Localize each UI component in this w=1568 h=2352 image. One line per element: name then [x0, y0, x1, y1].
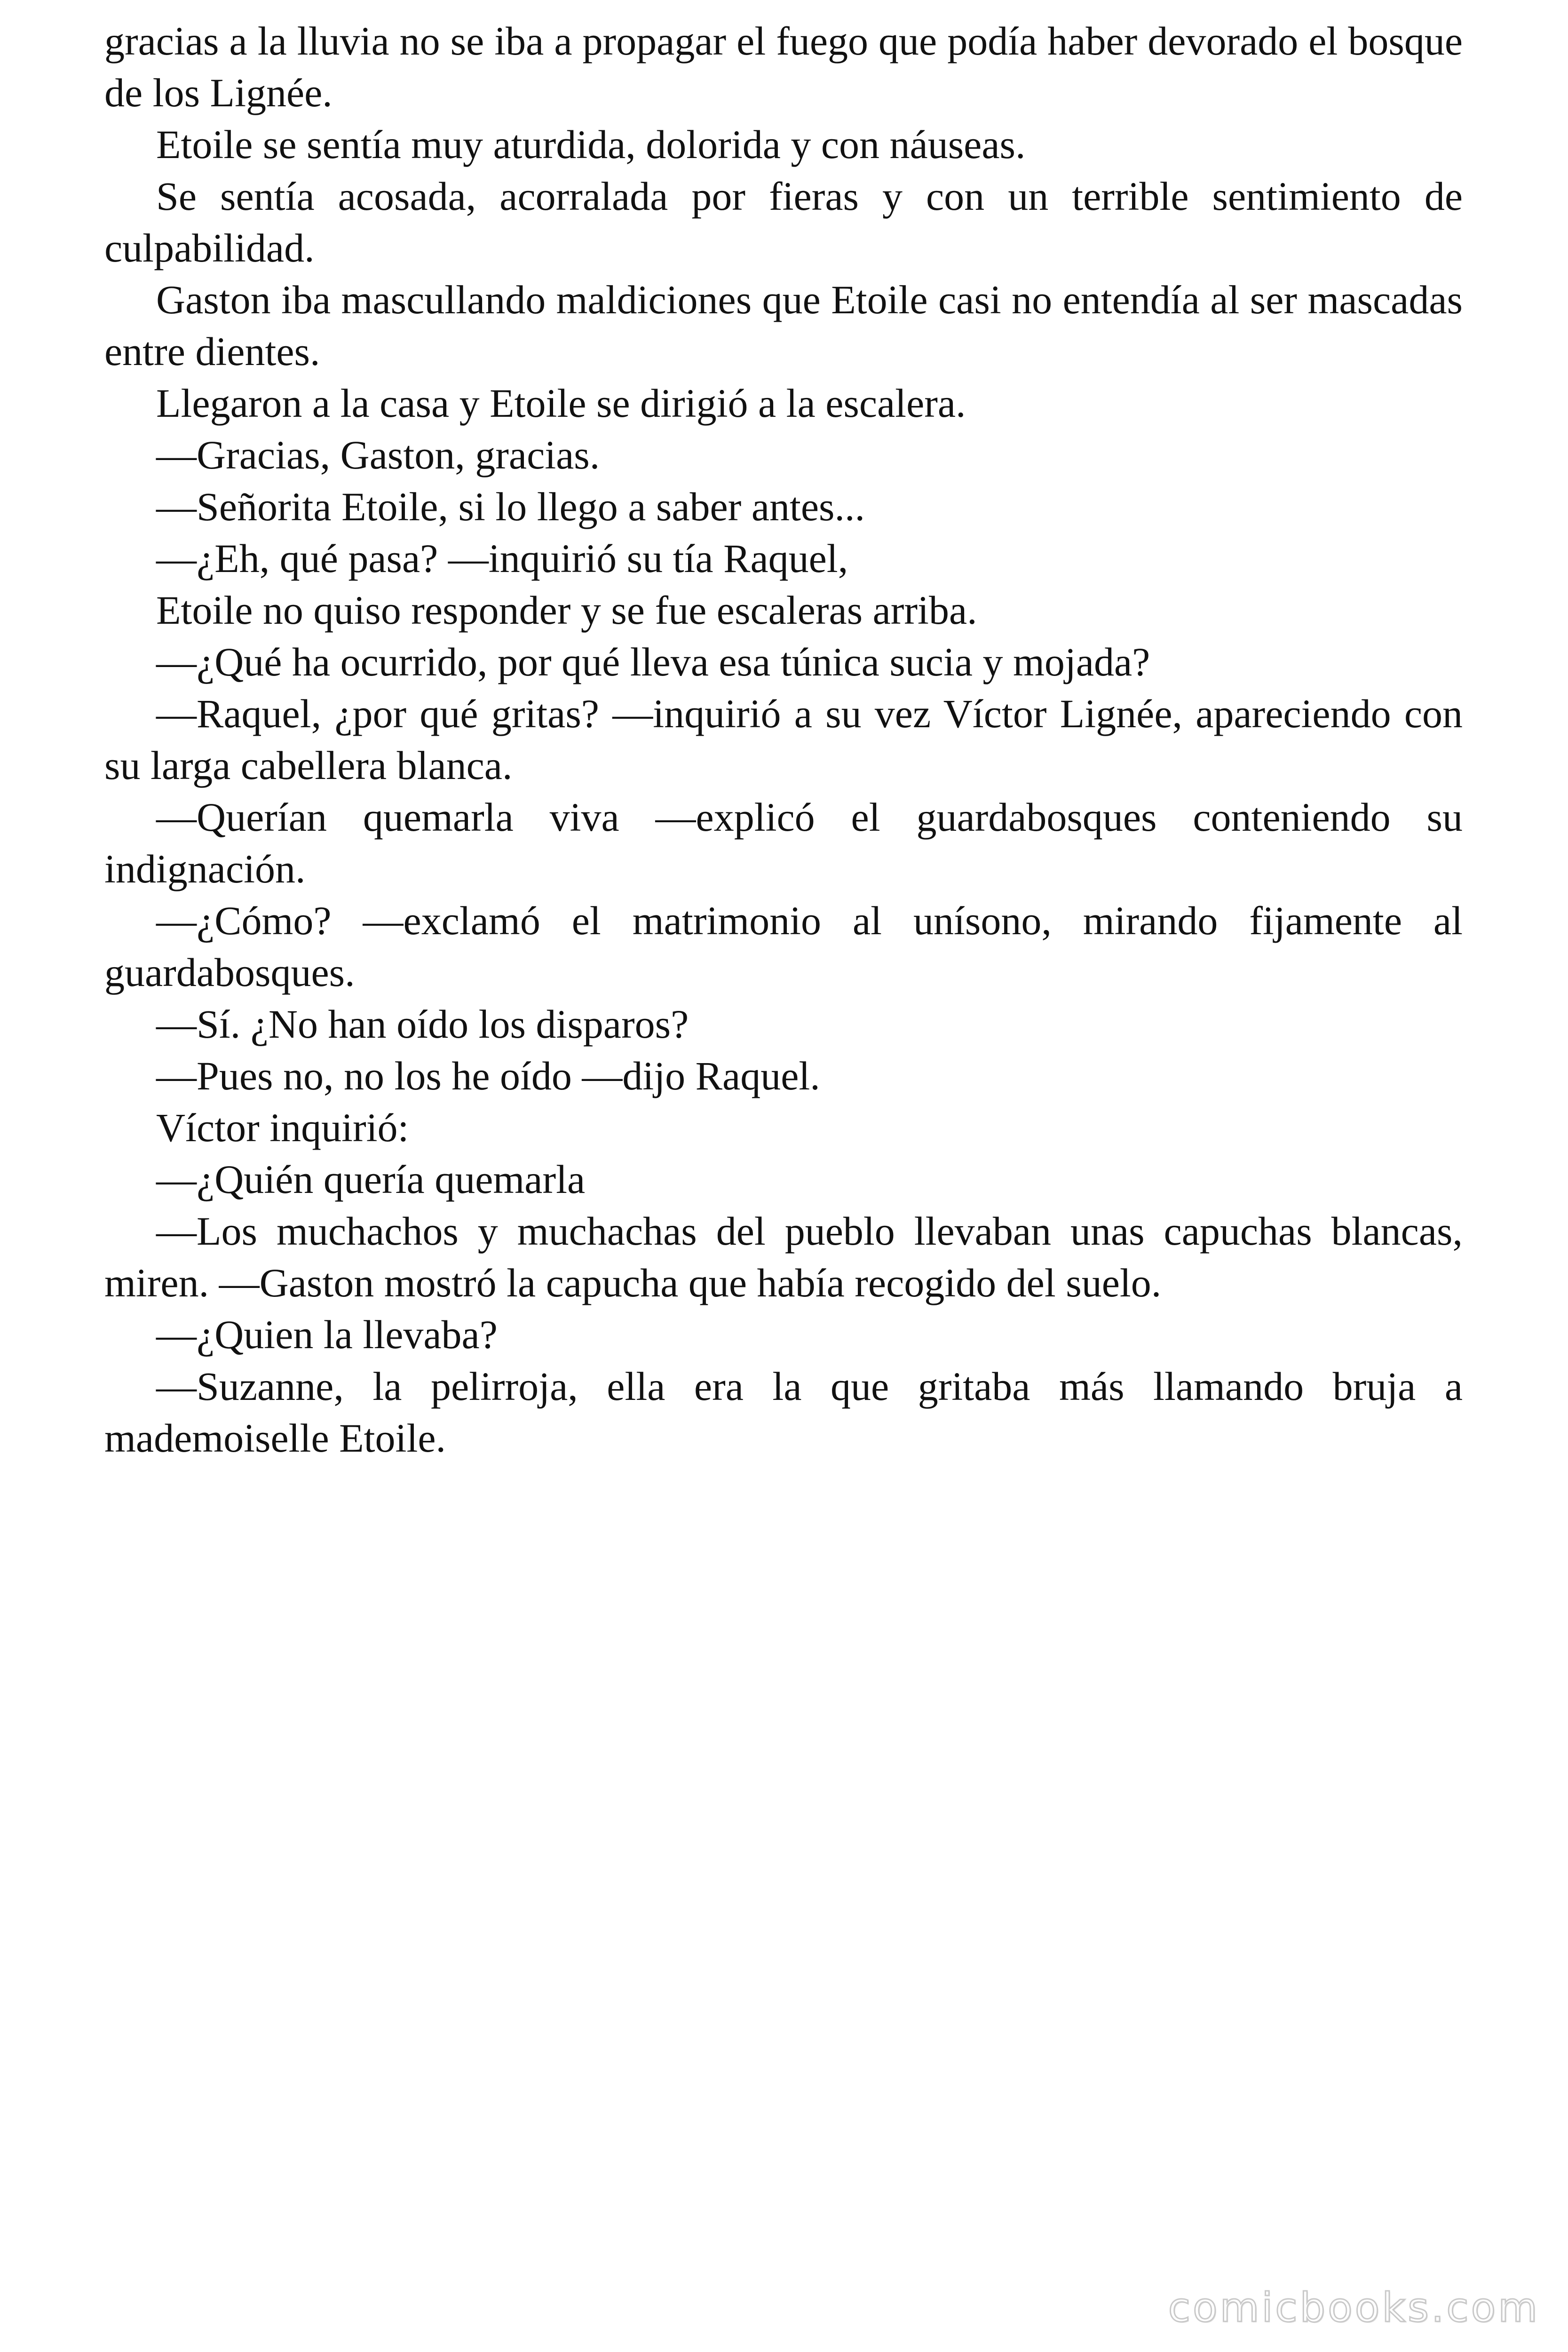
- paragraph-4: Gaston iba mascullando maldiciones que Etoile casi no entendía al ser mascadas entre dientes.: [104, 277, 1463, 374]
- paragraph-11: —Raquel, ¿por qué gritas? —inquirió a su vez Víctor Lignée, apareciendo con su larga cabellera blanca.: [104, 691, 1463, 788]
- paragraph-7: —Señorita Etoile, si lo llego a saber antes...: [156, 484, 865, 529]
- body-text: [104, 15, 1463, 1464]
- paragraph-18: —Los muchachos y muchachas del pueblo llevaban unas capuchas blancas, miren. —Gaston mostró la capucha que había recogido del suelo.: [104, 1208, 1463, 1305]
- watermark: comicbooks.com: [1168, 2284, 1540, 2331]
- paragraph-2: Etoile se sentía muy aturdida, dolorida y con náuseas.: [156, 122, 1026, 167]
- paragraph-8: —¿Eh, qué pasa? —inquirió su tía Raquel,: [156, 536, 848, 581]
- paragraph-16: Víctor inquirió:: [156, 1105, 409, 1150]
- paragraph-5: Llegaron a la casa y Etoile se dirigió a la escalera.: [156, 381, 966, 426]
- paragraph-9: Etoile no quiso responder y se fue escaleras arriba.: [156, 588, 977, 633]
- paragraph-19: —¿Quien la llevaba?: [156, 1312, 498, 1357]
- paragraph-13: —¿Cómo? —exclamó el matrimonio al unísono, mirando fijamente al guardabosques.: [104, 898, 1463, 995]
- paragraph-15: —Pues no, no los he oído —dijo Raquel.: [156, 1053, 820, 1098]
- paragraph-17: —¿Quién quería quemarla: [156, 1157, 586, 1202]
- paragraph-20: —Suzanne, la pelirroja, ella era la que gritaba más llamando bruja a mademoiselle Etoile.: [104, 1364, 1463, 1461]
- paragraph-12: —Querían quemarla viva —explicó el guardabosques conteniendo su indignación.: [104, 795, 1463, 891]
- paragraph-3: Se sentía acosada, acorralada por fieras y con un terrible sentimiento de culpabilidad.: [104, 174, 1463, 270]
- paragraph-14: —Sí. ¿No han oído los disparos?: [156, 1001, 689, 1047]
- paragraph-6: —Gracias, Gaston, gracias.: [156, 432, 600, 477]
- paragraph-1: gracias a la lluvia no se iba a propagar el fuego que podía haber devorado el bosque de los Lignée.: [104, 18, 1463, 115]
- paragraph-10: —¿Qué ha ocurrido, por qué lleva esa túnica sucia y mojada?: [156, 639, 1150, 684]
